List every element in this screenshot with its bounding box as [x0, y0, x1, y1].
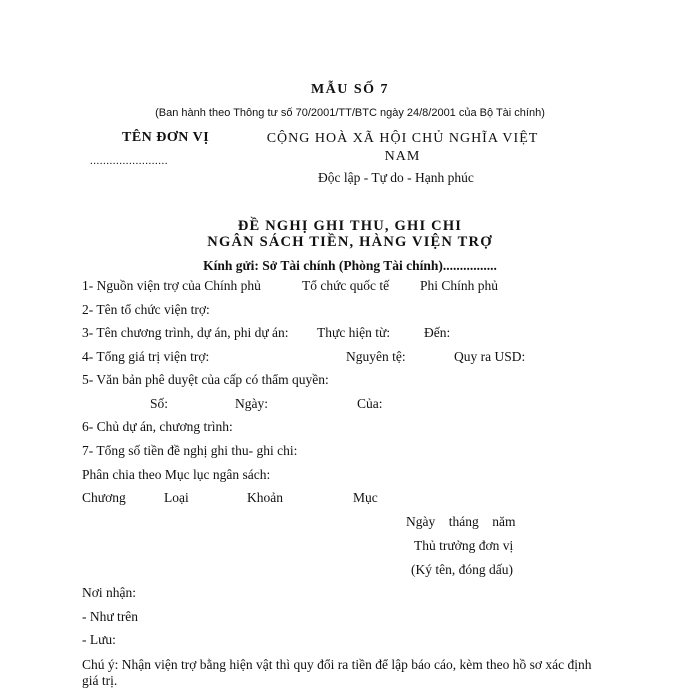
line-4-usd: Quy ra USD:: [454, 349, 526, 364]
line-5-number: Số:: [150, 396, 169, 411]
budget-breakdown-label: Phân chia theo Mục lục ngân sách:: [82, 467, 271, 482]
nation-header: CỘNG HOÀ XÃ HỘI CHỦ NGHĨA VIỆT NAM: [266, 131, 539, 164]
line-3-to: Đến:: [424, 325, 451, 340]
line-1-label: 1- Nguồn viện trợ của Chính phủ: [82, 278, 261, 293]
document-title-line-1: ĐỀ NGHỊ GHI THU, GHI CHI: [237, 218, 463, 234]
issued-by-note: (Ban hành theo Thông tư số 70/2001/TT/BTC ngày 24/8/2001 của Bộ Tài chính): [155, 107, 545, 119]
unit-name-blank: ........................: [90, 155, 168, 167]
national-motto: Độc lập - Tự do - Hạnh phúc: [318, 170, 474, 185]
document-title-line-2: NGÂN SÁCH TIỀN, HÀNG VIỆN TRỢ: [207, 234, 493, 250]
recipient-as-above: - Như trên: [82, 609, 139, 624]
budget-item: Khoản: [247, 490, 283, 505]
addressee: Kính gửi: Sở Tài chính (Phòng Tài chính)................: [203, 258, 497, 273]
line-7-label: 7- Tổng số tiền đề nghị ghi thu- ghi chi:: [82, 443, 298, 458]
budget-chapter: Chương: [82, 490, 126, 505]
budget-type: Loại: [164, 490, 189, 505]
line-1-international-org: Tổ chức quốc tế: [302, 278, 390, 293]
line-4-label: 4- Tổng giá trị viện trợ:: [82, 349, 210, 364]
line-5-issuer: Của:: [357, 396, 383, 411]
footnote: Chú ý: Nhận viện trợ bằng hiện vật thì quy đổi ra tiền để lập báo cáo, kèm theo hồ sơ xác định giá trị.: [82, 657, 592, 688]
line-5-date: Ngày:: [235, 396, 268, 411]
signature-head-of-unit: Thủ trưởng đơn vị: [414, 538, 514, 553]
signature-date: Ngày tháng năm: [406, 514, 516, 529]
unit-name-label: TÊN ĐƠN VỊ: [122, 130, 210, 145]
form-number: MẪU SỐ 7: [310, 82, 390, 97]
line-6-label: 6- Chủ dự án, chương trình:: [82, 419, 233, 434]
recipients-label: Nơi nhận:: [82, 585, 137, 600]
budget-section: Mục: [353, 490, 378, 505]
document-title: [0, 218, 700, 250]
line-4-original-currency: Nguyên tệ:: [346, 349, 406, 364]
recipient-archive: - Lưu:: [82, 632, 116, 647]
line-5-label: 5- Văn bản phê duyệt của cấp có thẩm quyền:: [82, 372, 329, 387]
line-3-from: Thực hiện từ:: [317, 325, 391, 340]
line-1-ngo: Phi Chính phủ: [420, 278, 499, 293]
line-3-label: 3- Tên chương trình, dự án, phi dự án:: [82, 325, 289, 340]
line-2-label: 2- Tên tổ chức viện trợ:: [82, 302, 210, 317]
signature-instruction: (Ký tên, đóng dấu): [411, 562, 513, 577]
